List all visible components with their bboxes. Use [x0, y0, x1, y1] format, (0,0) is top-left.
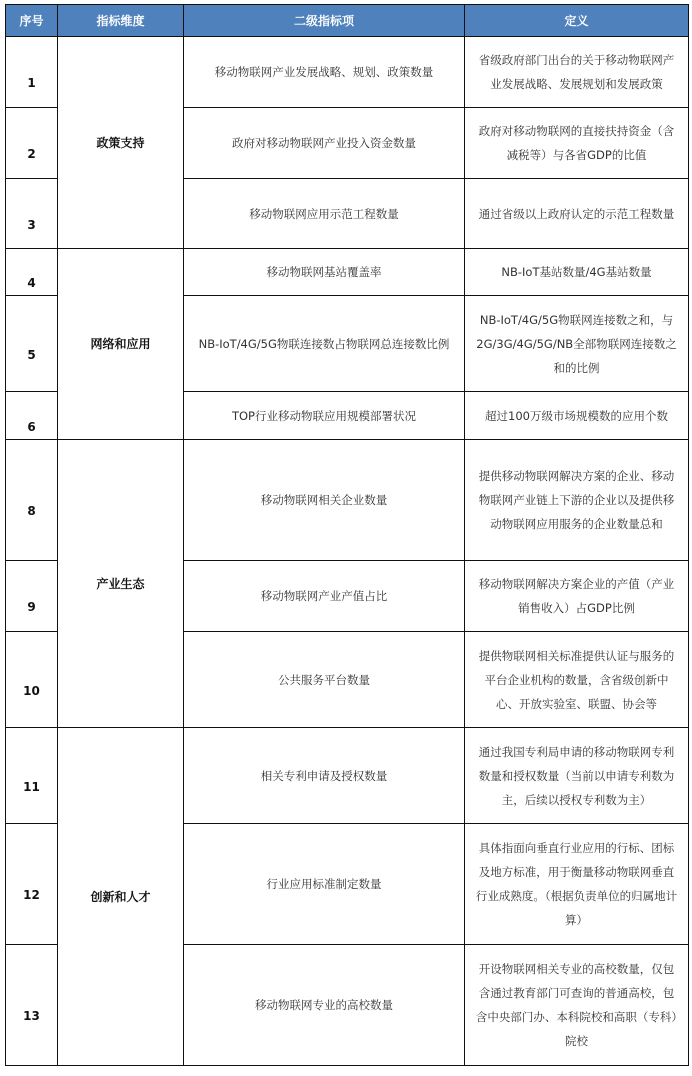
row-no: 10 — [6, 632, 58, 728]
row-no: 5 — [6, 296, 58, 392]
row-definition: 省级政府部门出台的关于移动物联网产业发展战略、发展规划和发展政策 — [465, 37, 689, 108]
dimension-cell: 政策支持 — [58, 37, 184, 249]
row-item: 政府对移动物联网产业投入资金数量 — [184, 108, 465, 179]
row-item: 公共服务平台数量 — [184, 632, 465, 728]
header-dimension: 指标维度 — [58, 5, 184, 37]
row-definition: 通过省级以上政府认定的示范工程数量 — [465, 179, 689, 249]
row-item: 相关专利申请及授权数量 — [184, 728, 465, 824]
row-no: 4 — [6, 249, 58, 296]
row-item: TOP行业移动物联应用规模部署状况 — [184, 392, 465, 440]
row-item: NB-IoT/4G/5G物联连接数占物联网总连接数比例 — [184, 296, 465, 392]
row-no: 8 — [6, 440, 58, 561]
row-no: 12 — [6, 824, 58, 945]
row-definition: 政府对移动物联网的直接扶持资金（含减税等）与各省GDP的比值 — [465, 108, 689, 179]
row-item: 移动物联网应用示范工程数量 — [184, 179, 465, 249]
row-item: 移动物联网产业发展战略、规划、政策数量 — [184, 37, 465, 108]
dimension-cell: 网络和应用 — [58, 249, 184, 440]
row-definition: 通过我国专利局申请的移动物联网专利数量和授权数量（当前以申请专利数为主，后续以授权专利数为主） — [465, 728, 689, 824]
header-item: 二级指标项 — [184, 5, 465, 37]
row-no: 2 — [6, 108, 58, 179]
row-definition: 超过100万级市场规模数的应用个数 — [465, 392, 689, 440]
row-item: 移动物联网基站覆盖率 — [184, 249, 465, 296]
table-row — [6, 728, 689, 824]
row-no: 11 — [6, 728, 58, 824]
header-no: 序号 — [6, 5, 58, 37]
row-no: 6 — [6, 392, 58, 440]
row-item: 移动物联网相关企业数量 — [184, 440, 465, 561]
row-item: 移动物联网专业的高校数量 — [184, 945, 465, 1066]
row-definition: 提供物联网相关标准提供认证与服务的平台企业机构的数量，含省级创新中心、开放实验室、联盟、协会等 — [465, 632, 689, 728]
indicator-table — [5, 4, 689, 1066]
row-no: 1 — [6, 37, 58, 108]
header-row — [6, 5, 689, 37]
dimension-cell: 产业生态 — [58, 440, 184, 728]
row-definition: NB-IoT基站数量/4G基站数量 — [465, 249, 689, 296]
row-definition: 提供移动物联网解决方案的企业、移动物联网产业链上下游的企业以及提供移动物联网应用服务的企业数量总和 — [465, 440, 689, 561]
row-no: 9 — [6, 561, 58, 632]
row-definition: 开设物联网相关专业的高校数量，仅包含通过教育部门可查询的普通高校，包含中央部门办、本科院校和高职（专科）院校 — [465, 945, 689, 1066]
row-item: 移动物联网产业产值占比 — [184, 561, 465, 632]
row-definition: 具体指面向垂直行业应用的行标、团标及地方标准，用于衡量移动物联网垂直行业成熟度。（根据负责单位的归属地计算） — [465, 824, 689, 945]
header-definition: 定义 — [465, 5, 689, 37]
row-no: 13 — [6, 945, 58, 1066]
row-definition: NB-IoT/4G/5G物联网连接数之和，与2G/3G/4G/5G/NB全部物联网连接数之和的比例 — [465, 296, 689, 392]
row-definition: 移动物联网解决方案企业的产值（产业销售收入）占GDP比例 — [465, 561, 689, 632]
table-row — [6, 440, 689, 561]
table-row — [6, 249, 689, 296]
row-no: 3 — [6, 179, 58, 249]
table-row — [6, 37, 689, 108]
row-item: 行业应用标准制定数量 — [184, 824, 465, 945]
dimension-cell: 创新和人才 — [58, 728, 184, 1066]
